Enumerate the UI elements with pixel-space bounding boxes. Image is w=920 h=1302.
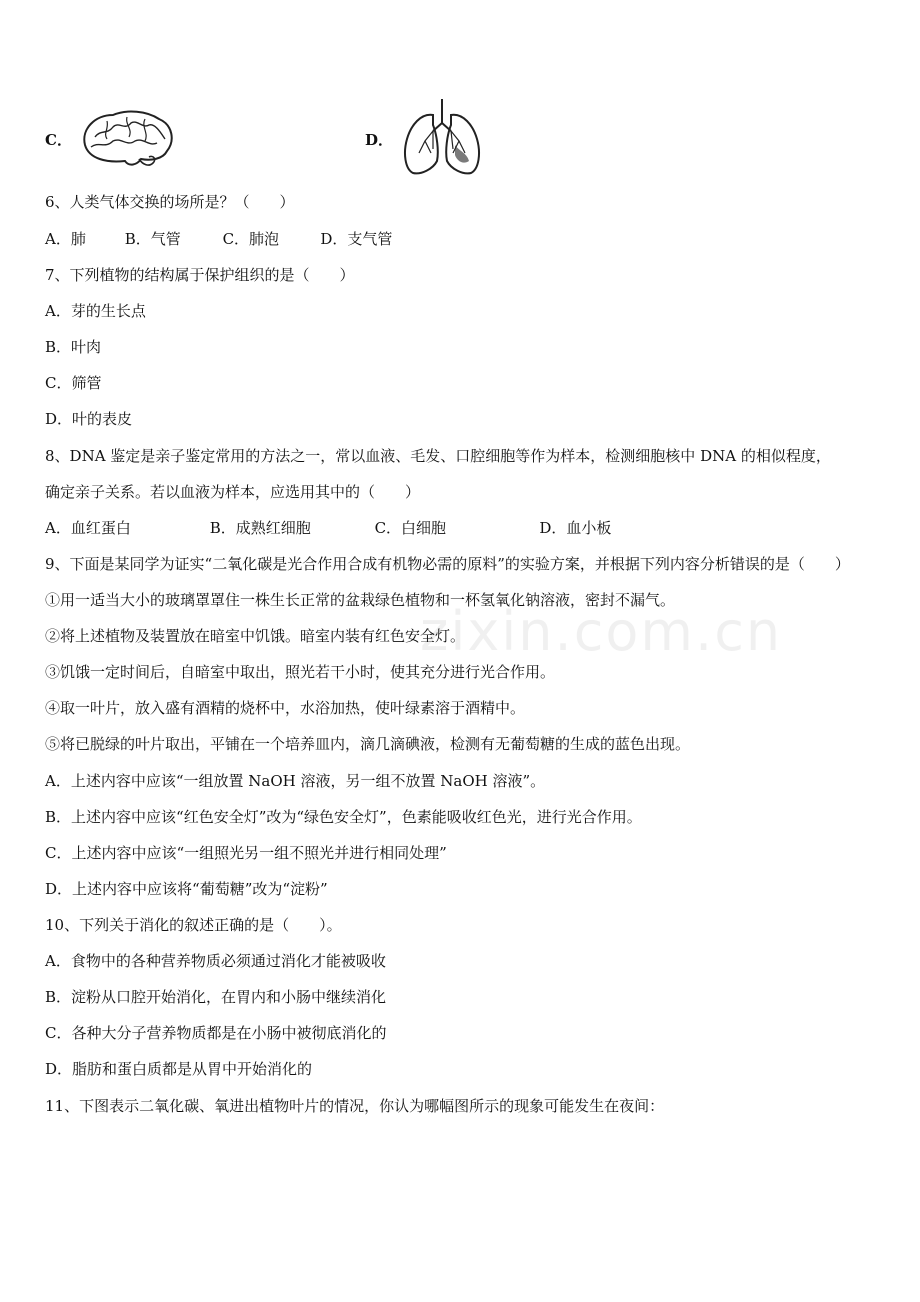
q7-stem: 7、下列植物的结构属于保护组织的是（ ） <box>45 266 355 284</box>
q9-step-5: ⑤将已脱绿的叶片取出，平铺在一个培养皿内，滴几滴碘液，检测有无葡萄糖的生成的蓝色出现。 <box>45 735 691 753</box>
q9-option-a: A．上述内容中应该“一组放置 NaOH 溶液，另一组不放置 NaOH 溶液”。 <box>45 772 546 790</box>
q7-option-c: C．筛管 <box>45 374 102 392</box>
q10-option-c: C．各种大分子营养物质都是在小肠中被彻底消化的 <box>45 1024 387 1042</box>
watermark: zixin.com.cn <box>420 600 783 663</box>
q6-option-a: A．肺 <box>45 230 86 248</box>
q9-step-1: ①用一适当大小的玻璃罩罩住一株生长正常的盆栽绿色植物和一杯氢氧化钠溶液，密封不漏气。 <box>45 591 676 609</box>
q9-option-d: D．上述内容中应该将“葡萄糖”改为“淀粉” <box>45 880 328 898</box>
lungs-icon <box>397 95 487 177</box>
figure-options-row <box>45 95 745 185</box>
q9-option-b: B．上述内容中应该“红色安全灯”改为“绿色安全灯”，色素能吸收红色光，进行光合作用。 <box>45 808 642 826</box>
q10-stem: 10、下列关于消化的叙述正确的是（ ）。 <box>45 916 342 934</box>
q10-option-a: A．食物中的各种营养物质必须通过消化才能被吸收 <box>45 952 386 970</box>
q9-step-2: ②将上述植物及装置放在暗室中饥饿。暗室内装有红色安全灯。 <box>45 627 466 645</box>
q10-option-d: D．脂肪和蛋白质都是从胃中开始消化的 <box>45 1060 313 1078</box>
q9-step-4: ④取一叶片，放入盛有酒精的烧杯中，水浴加热，使叶绿素溶于酒精中。 <box>45 699 526 717</box>
q7-option-a: A．芽的生长点 <box>45 302 146 320</box>
q6-option-d: D．支气管 <box>320 230 393 248</box>
q6-options <box>45 229 392 249</box>
q8-option-c: C．白细胞 <box>374 519 447 537</box>
q9-step-3: ③饥饿一定时间后，自暗室中取出，照光若干小时，使其充分进行光合作用。 <box>45 663 556 681</box>
q11-stem: 11、下图表示二氧化碳、氧进出植物叶片的情况，你认为哪幅图所示的现象可能发生在夜间： <box>45 1097 665 1115</box>
q6-option-c: C．肺泡 <box>222 230 280 248</box>
q9-stem: 9、下面是某同学为证实“二氧化碳是光合作用合成有机物必需的原料”的实验方案，并根据下列内容分析错误的是（ ） <box>45 555 850 573</box>
option-d-label: D． <box>365 131 394 149</box>
q8-stem-line2: 确定亲子关系。若以血液为样本，应选用其中的（ ） <box>45 483 421 501</box>
option-c-label: C． <box>45 131 72 149</box>
q8-option-b: B．成熟红细胞 <box>209 519 311 537</box>
q7-option-b: B．叶肉 <box>45 338 102 356</box>
q8-options <box>45 518 611 538</box>
brain-icon <box>77 107 177 172</box>
q6-option-b: B．气管 <box>124 230 181 248</box>
q8-option-a: A．血红蛋白 <box>45 519 131 537</box>
q7-option-d: D．叶的表皮 <box>45 410 133 428</box>
q8-stem-line1: 8、DNA 鉴定是亲子鉴定常用的方法之一，常以血液、毛发、口腔细胞等作为样本，检测细胞核中 DNA 的相似程度， <box>45 447 831 465</box>
q10-option-b: B．淀粉从口腔开始消化，在胃内和小肠中继续消化 <box>45 988 387 1006</box>
q9-option-c: C．上述内容中应该“一组照光另一组不照光并进行相同处理” <box>45 844 447 862</box>
q6-stem: 6、人类气体交换的场所是？（ ） <box>45 193 295 211</box>
q8-option-d: D．血小板 <box>539 519 612 537</box>
